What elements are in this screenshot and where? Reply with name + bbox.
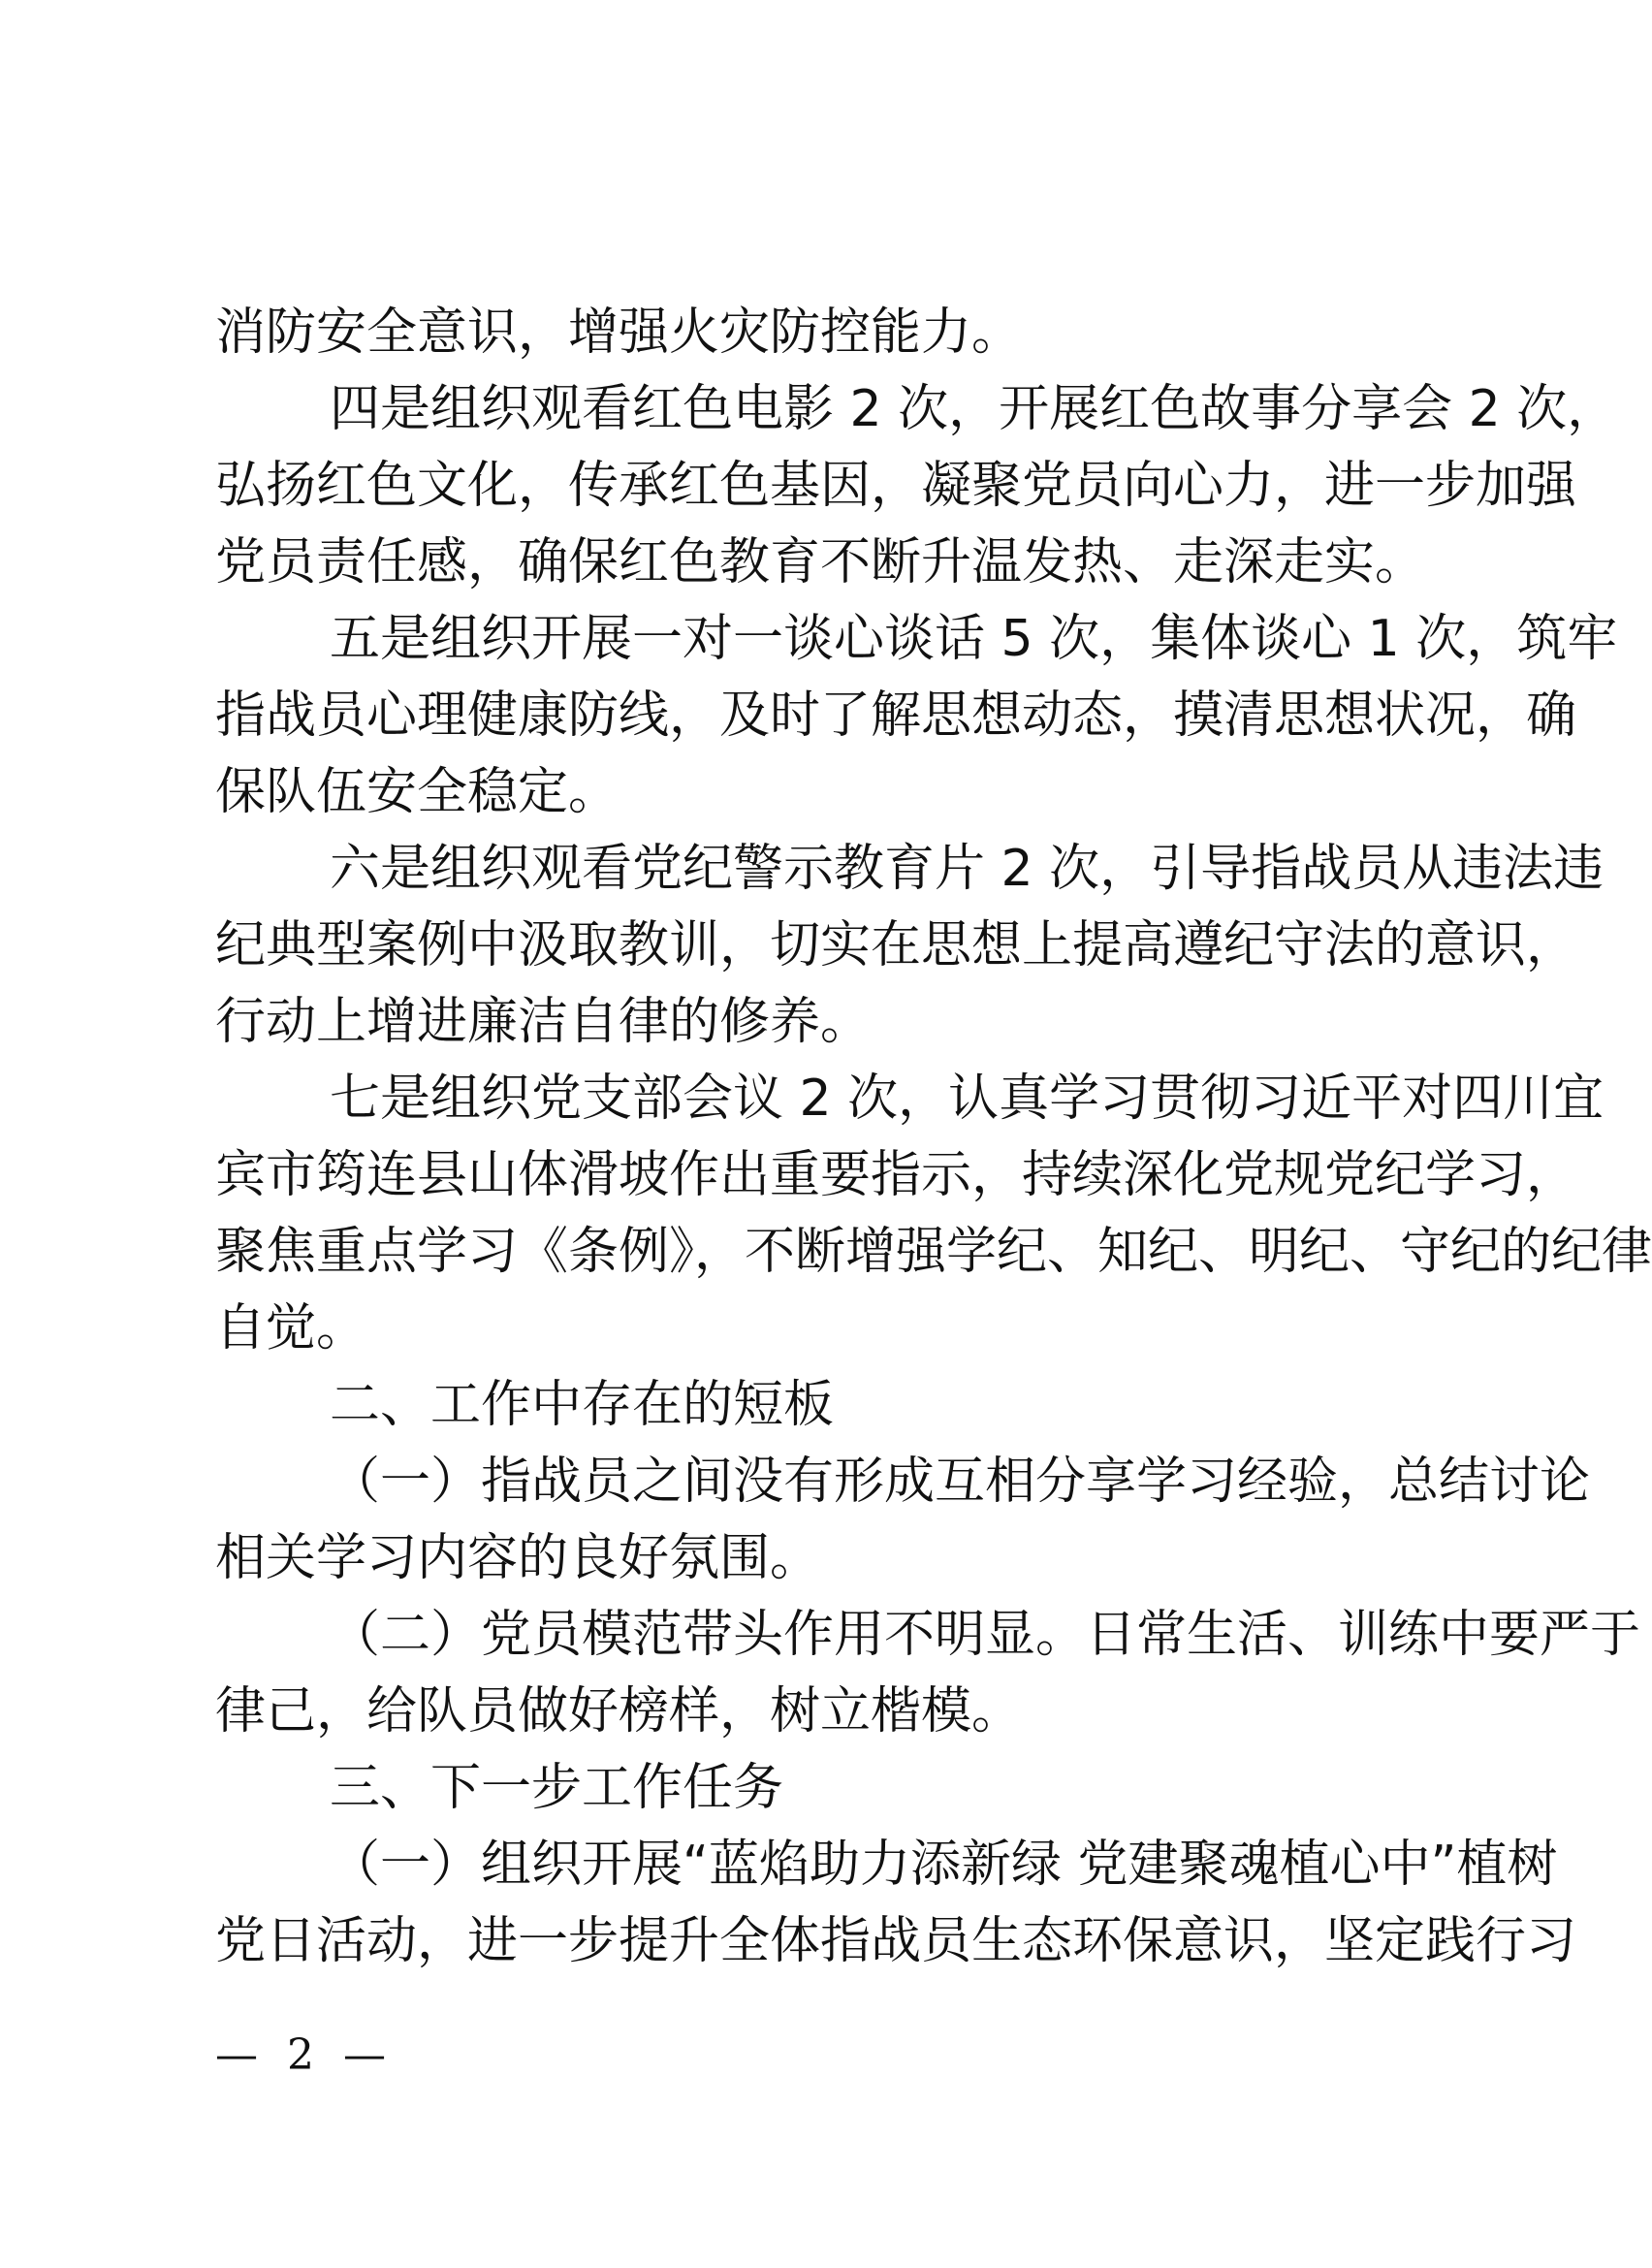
paragraph: [215, 1367, 1414, 1444]
paragraph: [215, 1444, 1591, 1597]
text-line: 四是组织观看红色电影 2 次，开展红色故事分享会 2 次，: [330, 380, 1618, 438]
text-line: 聚焦重点学习《条例》，不断增强学纪、知纪、明纪、守纪的纪律: [215, 1223, 1652, 1281]
text-line: 相关学习内容的良好氛围。: [215, 1529, 821, 1587]
paragraph: [215, 371, 1618, 601]
text-line: 宾市筠连县山体滑坡作出重要指示，持续深化党规党纪学习，: [215, 1146, 1577, 1204]
paragraph: [215, 1597, 1641, 1750]
paragraph: [215, 1061, 1652, 1367]
text-line: 五是组织开展一对一谈心谈话 5 次，集体谈心 1 次，筑牢: [330, 610, 1618, 668]
text-line: （二）党员模范带头作用不明显。日常生活、训练中要严于: [330, 1606, 1641, 1664]
text-line: 纪典型案例中汲取教训，切实在思想上提高遵纪守法的意识，: [215, 916, 1577, 974]
text-line: 党员责任感，确保红色教育不断升温发热、走深走实。: [215, 533, 1426, 591]
text-line: 保队伍安全稳定。: [215, 763, 620, 821]
paragraph: [215, 601, 1618, 831]
text-line: 行动上增进廉洁自律的修养。: [215, 993, 872, 1051]
text-line: 党日活动，进一步提升全体指战员生态环保意识，坚定践行习: [215, 1912, 1577, 1970]
text-line: 消防安全意识，增强火灾防控能力。: [215, 303, 1023, 362]
text-line: 七是组织党支部会议 2 次，认真学习贯彻习近平对四川宜: [330, 1070, 1604, 1128]
text-line: 指战员心理健康防线，及时了解思想动态，摸清思想状况，确: [215, 687, 1577, 745]
text-line: 弘扬红色文化，传承红色基因，凝聚党员向心力，进一步加强: [215, 457, 1577, 515]
paragraph: [215, 1827, 1577, 1980]
text-line: （一）指战员之间没有形成互相分享学习经验，总结讨论: [330, 1453, 1591, 1511]
text-line: 六是组织观看党纪警示教育片 2 次，引导指战员从违法违: [330, 840, 1604, 898]
text-line: 二、工作中存在的短板: [330, 1376, 835, 1434]
paragraph: [215, 831, 1604, 1061]
text-line: 律己，给队员做好榜样，树立楷模。: [215, 1682, 1023, 1741]
paragraph: [215, 1750, 1414, 1827]
document-body: [215, 295, 1652, 1980]
text-line: 自觉。: [215, 1299, 367, 1358]
paragraph: [215, 295, 1414, 371]
text-line: 三、下一步工作任务: [330, 1759, 784, 1817]
text-line: （一）组织开展“蓝焰助力添新绿 党建聚魂植心中”植树: [330, 1836, 1558, 1894]
page-number: — 2 —: [215, 2030, 394, 2080]
